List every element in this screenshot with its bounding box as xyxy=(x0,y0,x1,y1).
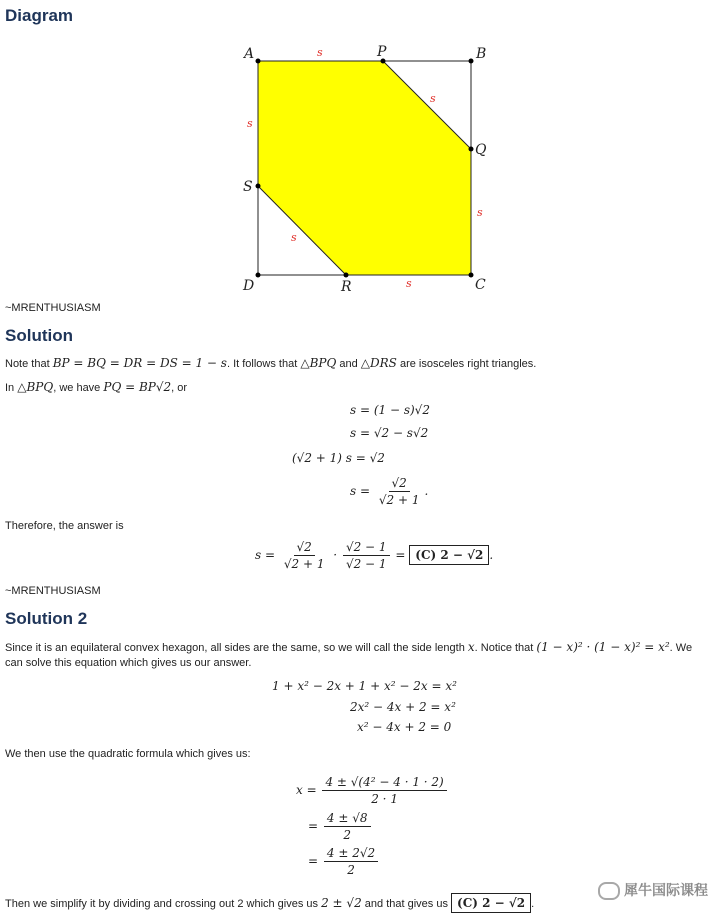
wechat-icon xyxy=(598,882,620,900)
point-s xyxy=(256,184,261,189)
point-d xyxy=(256,273,261,278)
point-a xyxy=(256,59,261,64)
solution1-eq3: (√2 + 1) s = √2 xyxy=(292,451,385,465)
label-a: A xyxy=(244,46,255,62)
answer-box-2: (C) 2 − √2 xyxy=(451,893,531,913)
point-r xyxy=(344,273,349,278)
label-c: C xyxy=(475,277,486,293)
side-label-ap: s xyxy=(317,46,323,59)
point-b xyxy=(469,59,474,64)
answer-box-1: (C) 2 − √2 xyxy=(409,545,489,565)
final-line: Then we simplify it by dividing and crossing out 2 which gives us 2 ± √2 and that gives us (C) 2 − √2 . xyxy=(5,893,534,913)
label-s: S xyxy=(243,179,253,195)
solution2-para-line1: Since it is an equilateral convex hexagon, all sides are the same, so we will call the side length x. Notice that (1 − x)² · (1 − x)² = x². We xyxy=(5,640,693,654)
hexagon-fill xyxy=(258,61,471,275)
solution2-eq1: 1 + x² − 2x + 1 + x² − 2x = x² xyxy=(272,679,457,693)
solution1-eq1: s = (1 − s)√2 xyxy=(350,403,430,417)
point-q xyxy=(469,147,474,152)
quadratic-step2: = $\frac{4 \pm √8}{2}$ xyxy=(308,811,373,842)
quadratic-step3: = $\frac{4 \pm 2√2}{2}$ xyxy=(308,846,380,877)
solution2-para-line2: can solve this equation which gives us our answer. xyxy=(5,657,252,669)
watermark: 犀牛国际课程 xyxy=(598,880,708,900)
quadratic-step1: x = $\frac{\text{4 ± √(4² − 4 · 1 · 2)}}{2 \cdot 1}$ xyxy=(296,775,449,806)
side-label-rc: s xyxy=(406,277,412,290)
therefore-text: Therefore, the answer is xyxy=(5,520,124,532)
heading-solution: Solution xyxy=(5,326,73,345)
solution1-answer: s = $\frac{√2}{√2 + 1}$ · $\frac{√2 - 1}{√2 - 1}$ = (C) 2 − √2 . xyxy=(255,540,494,571)
solution2-eq3: x² − 4x + 2 = 0 xyxy=(357,720,452,734)
solution1-line2: In △BPQ, we have PQ = BP√2, or xyxy=(5,380,188,394)
heading-diagram: Diagram xyxy=(5,6,74,25)
label-q: Q xyxy=(475,142,487,158)
hexagon-diagram xyxy=(0,0,722,300)
label-p: P xyxy=(377,44,387,60)
credit-1: ~MRENTHUSIASM xyxy=(5,302,101,314)
credit-2: ~MRENTHUSIASM xyxy=(5,585,101,597)
side-label-sr: s xyxy=(291,231,297,244)
solution2-eq2: 2x² − 4x + 2 = x² xyxy=(350,700,456,714)
solution1-eq4: s = $\frac{√2}{√2 + 1}$ . xyxy=(350,476,429,507)
solution1-line1: Note that BP = BQ = DR = DS = 1 − s. It follows that △BPQ and △DRS are isosceles right triangles. xyxy=(5,356,537,370)
side-label-as: s xyxy=(247,117,253,130)
quadratic-text: We then use the quadratic formula which gives us: xyxy=(5,748,251,760)
side-label-qc: s xyxy=(477,206,483,219)
heading-solution2: Solution 2 xyxy=(5,609,88,628)
label-d: D xyxy=(243,278,255,294)
solution1-eq2: s = √2 − s√2 xyxy=(350,426,429,440)
side-label-pq: s xyxy=(430,92,436,105)
label-r: R xyxy=(341,279,352,295)
point-c xyxy=(469,273,474,278)
label-b: B xyxy=(476,46,487,62)
